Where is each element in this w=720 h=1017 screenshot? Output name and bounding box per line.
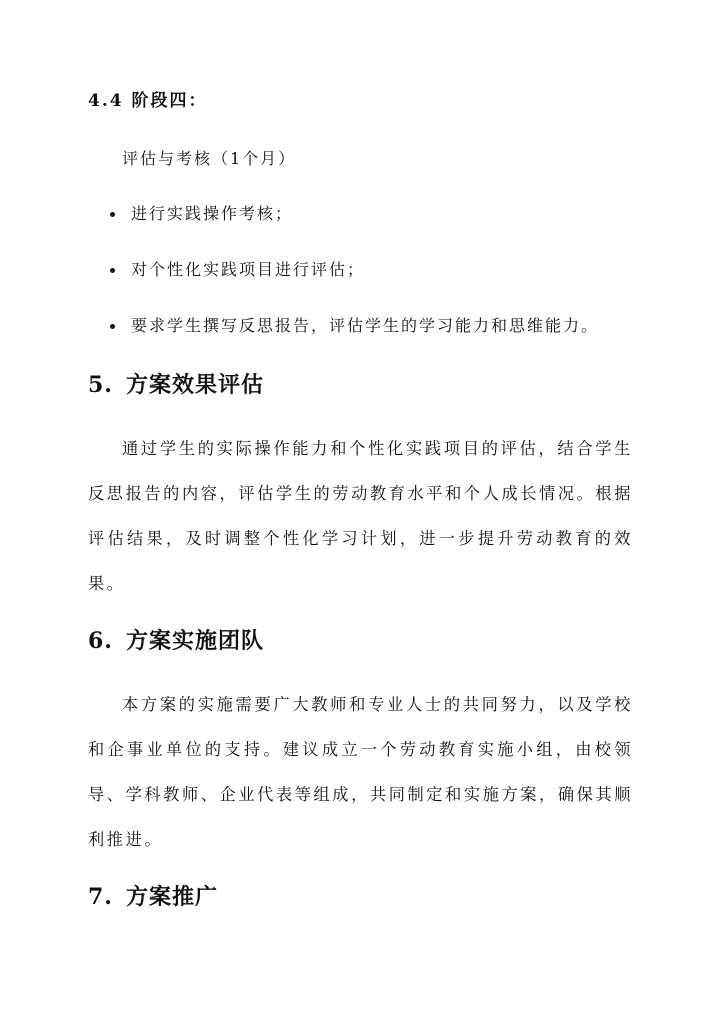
- stage4-title: 评估与考核（1个月）: [122, 149, 297, 168]
- section7-number: 7.: [88, 884, 113, 910]
- bullet-dot-icon: [110, 324, 115, 329]
- section6-paragraph: 本方案的实施需要广大教师和专业人士的共同努力，以及学校和企事业单位的支持。建议成立一个劳动教育实施小组，由校领导、学科教师、企业代表等组成，共同制定和实施方案，确保其顺利推进。: [88, 695, 633, 849]
- section7-heading: [88, 880, 218, 911]
- list-item: [88, 199, 648, 255]
- section6-number: 6.: [88, 628, 113, 654]
- section5-paragraph: 通过学生的实际操作能力和个性化实践项目的评估，结合学生反思报告的内容，评估学生的劳动教育水平和个人成长情况。根据评估结果，及时调整个性化学习计划，进一步提升劳动教育的效果。: [88, 439, 633, 593]
- section5-number: 5.: [88, 372, 113, 398]
- section6-heading: [88, 624, 264, 655]
- stage4-bullet-list: [88, 199, 648, 367]
- bullet-dot-icon: [110, 268, 115, 273]
- section6-title: 方案实施团队: [126, 628, 265, 654]
- section5-heading: [88, 368, 264, 399]
- list-item: [88, 311, 648, 367]
- list-item-text: 对个性化实践项目进行评估；: [131, 260, 366, 279]
- list-item: [88, 255, 648, 311]
- list-item-text: 进行实践操作考核；: [131, 204, 294, 223]
- stage4-heading: 4.4 阶段四：: [88, 91, 208, 111]
- list-item-text: 要求学生撰写反思报告，评估学生的学习能力和思维能力。: [131, 316, 600, 335]
- section7-title: 方案推广: [126, 884, 219, 910]
- section5-title: 方案效果评估: [126, 372, 265, 398]
- bullet-dot-icon: [110, 212, 115, 217]
